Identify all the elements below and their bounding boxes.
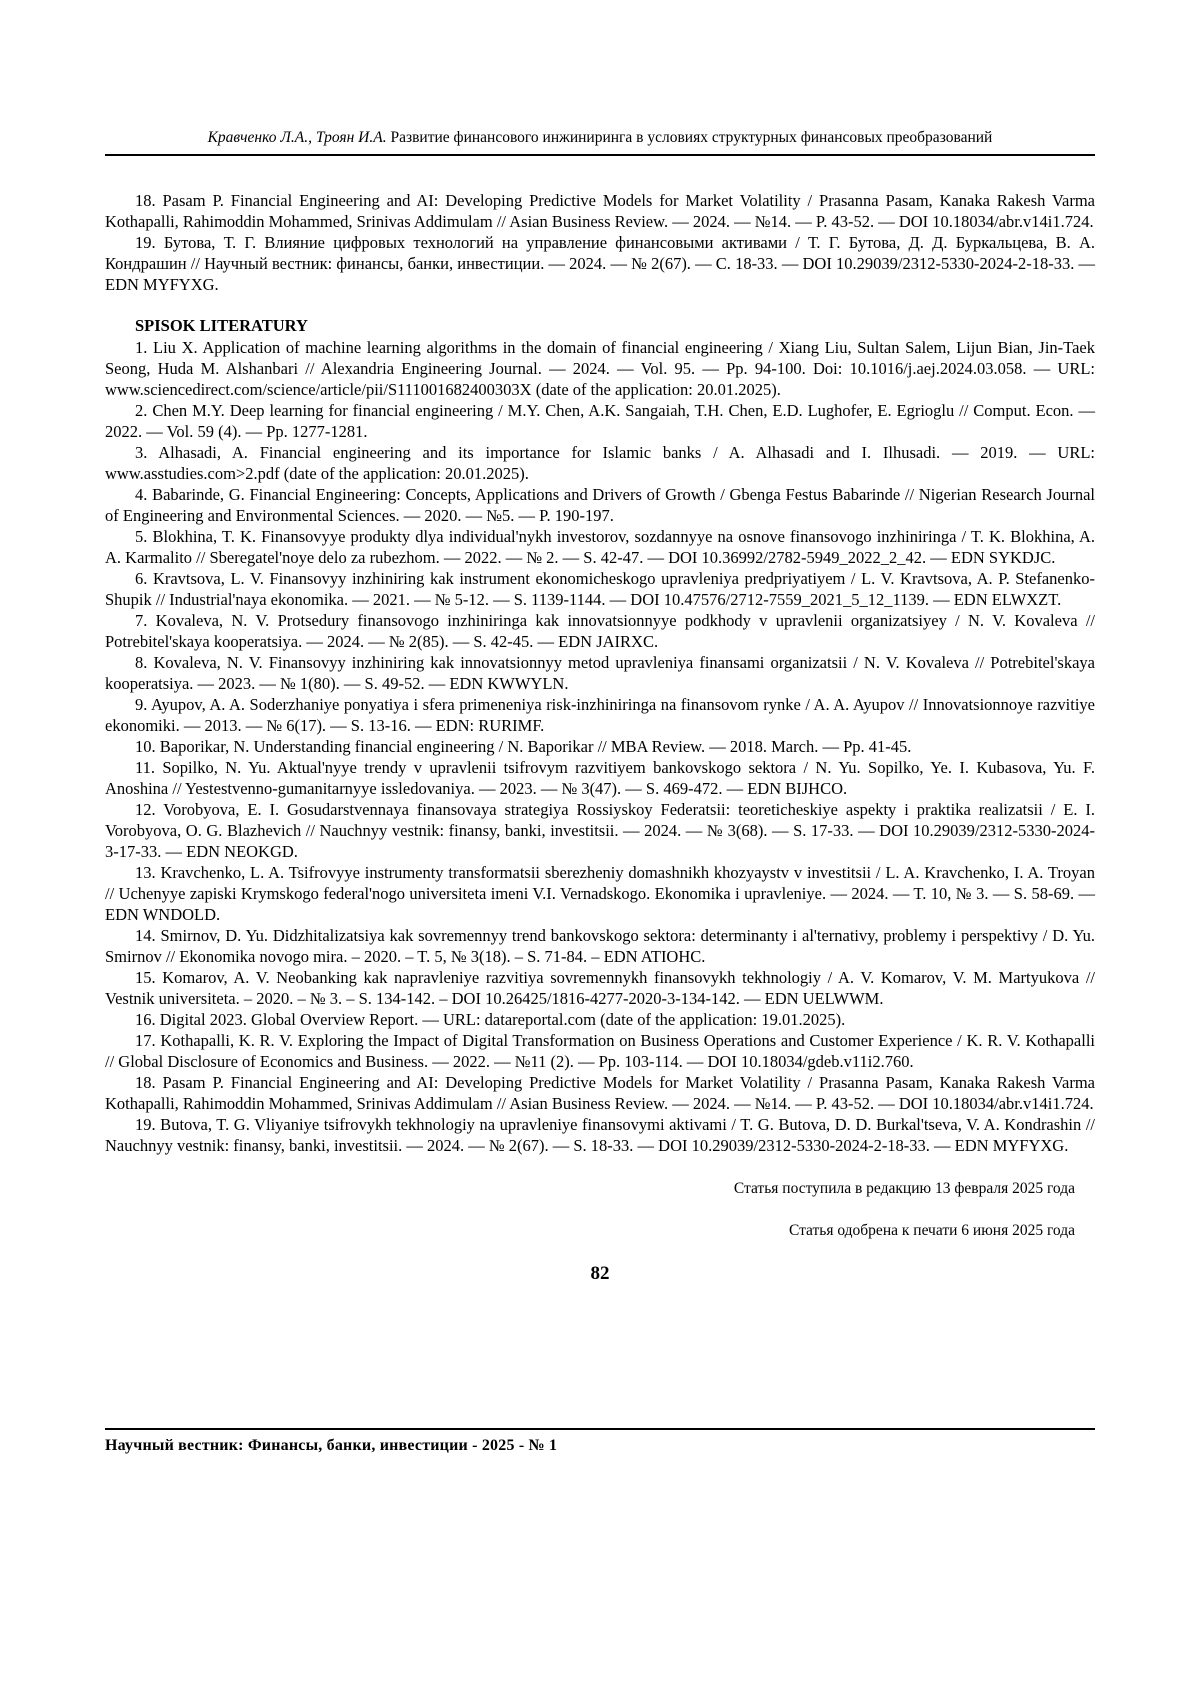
- reference-item: 8. Kovaleva, N. V. Finansovyy inzhiniring kak innovatsionnyy metod upravleniya finansami organizatsii / N. V. Kovaleva // Potrebitel'skaya kooperatsiya. — 2023. — № 1(80). — S. 49-52. — EDN KWWYLN.: [105, 653, 1095, 693]
- reference-item: 19. Бутова, Т. Г. Влияние цифровых технологий на управление финансовыми активами / Т. Г. Бутова, Д. Д. Буркальцева, В. А. Кондрашин // Научный вестник: финансы, банки, инвестиции. — 2024. — № 2(67). — С. 18-33. — DOI 10.29039/2312-5330-2024-2-18-33. — EDN MYFYXG.: [105, 233, 1095, 294]
- reference-item: 13. Kravchenko, L. A. Tsifrovyye instrumenty transformatsii sberezheniy domashnikh khozyaystv v investitsii / L. A. Kravchenko, I. A. Troyan // Uchenyye zapiski Krymskogo federal'nogo universiteta imeni V.I. Vernadskogo. Ekonomika i upravleniye. — 2024. — T. 10, № 3. — S. 58-69. — EDN WNDOLD.: [105, 863, 1095, 924]
- reference-item: 16. Digital 2023. Global Overview Report. — URL: datareportal.com (date of the application: 19.01.2025).: [135, 1010, 846, 1029]
- running-head-title: Развитие финансового инжиниринга в условиях структурных финансовых преобразований: [386, 129, 993, 146]
- running-head: [105, 128, 1095, 156]
- reference-item: 2. Chen M.Y. Deep learning for financial engineering / M.Y. Chen, A.K. Sangaiah, T.H. Chen, E.D. Lughofer, E. Egrioglu // Comput. Econ. — 2022. — Vol. 59 (4). — Pp. 1277-1281.: [105, 401, 1095, 441]
- top-references-list: [105, 190, 1095, 295]
- reference-item: 3. Alhasadi, A. Financial engineering and its importance for Islamic banks / A. Alhasadi and I. Ilhusadi. — 2019. — URL: www.asstudies.com>2.pdf (date of the application: 20.01.2025).: [105, 443, 1095, 483]
- running-head-authors: Кравченко Л.А., Троян И.А.: [207, 129, 387, 146]
- footer-rule: [105, 1428, 1095, 1430]
- reference-item: 17. Kothapalli, K. R. V. Exploring the Impact of Digital Transformation on Business Operations and Customer Experience / K. R. V. Kothapalli // Global Disclosure of Economics and Business. — 2022. — №11 (2). — Pp. 103-114. — DOI 10.18034/gdeb.v11i2.760.: [105, 1031, 1095, 1071]
- approved-note: Статья одобрена к печати 6 июня 2025 года: [788, 1222, 1075, 1239]
- received-note: Статья поступила в редакцию 13 февраля 2025 года: [733, 1180, 1075, 1197]
- reference-item: 18. Pasam P. Financial Engineering and AI: Developing Predictive Models for Market Volatility / Prasanna Pasam, Kanaka Rakesh Varma Kothapalli, Rahimoddin Mohammed, Srinivas Addimulam // Asian Business Review. — 2024. — №14. — P. 43-52. — DOI 10.18034/abr.v14i1.724.: [105, 191, 1095, 231]
- reference-item: 9. Ayupov, A. A. Soderzhaniye ponyatiya i sfera primeneniya risk-inzhiniringa na finansovom rynke / A. A. Ayupov // Innovatsionnoye razvitiye ekonomiki. — 2013. — № 6(17). — S. 13-16. — EDN: RURIMF.: [105, 695, 1095, 735]
- reference-item: 10. Baporikar, N. Understanding financial engineering / N. Baporikar // MBA Review. — 2018. March. — Pp. 41-45.: [135, 737, 912, 756]
- references-list: [105, 337, 1095, 1156]
- reference-item: 19. Butova, T. G. Vliyaniye tsifrovykh tekhnologiy na upravleniye finansovymi aktivami / T. G. Butova, D. D. Burkal'tseva, V. A. Kondrashin // Nauchnyy vestnik: finansy, banki, investitsii. — 2024. — № 2(67). — S. 18-33. — DOI 10.29039/2312-5330-2024-2-18-33. — EDN MYFYXG.: [105, 1115, 1095, 1155]
- reference-item: 1. Liu X. Application of machine learning algorithms in the domain of financial engineering / Xiang Liu, Sultan Salem, Lijun Bian, Jin-Taek Seong, Huda M. Alshanbari // Alexandria Engineering Journal. — 2024. — Vol. 95. — Pp. 94-100. Doi: 10.1016/j.aej.2024.03.058. — URL: www.sciencedirect.com/science/article/pii/S111001682400303X (date of the application: 20.01.2025).: [105, 338, 1095, 399]
- reference-item: 12. Vorobyova, E. I. Gosudarstvennaya finansovaya strategiya Rossiyskoy Federatsii: teoreticheskiye aspekty i praktika realizatsii / E. I. Vorobyova, O. G. Blazhevich // Nauchnyy vestnik: finansy, banki, investitsii. — 2024. — № 3(68). — S. 17-33. — DOI 10.29039/2312-5330-2024-3-17-33. — EDN NEOKGD.: [105, 800, 1095, 861]
- reference-item: 6. Kravtsova, L. V. Finansovyy inzhiniring kak instrument ekonomicheskogo upravleniya predpriyatiyem / L. V. Kravtsova, A. P. Stefanenko-Shupik // Industrial'naya ekonomika. — 2021. — № 5-12. — S. 1139-1144. — DOI 10.47576/2712-7559_2021_5_12_1139. — EDN ELWXZT.: [105, 569, 1095, 609]
- reference-item: 11. Sopilko, N. Yu. Aktual'nyye trendy v upravlenii tsifrovym razvitiyem bankovskogo sektora / N. Yu. Sopilko, Ye. I. Kubasova, Yu. F. Anoshina // Yestestvenno-gumanitarnyye issledovaniya. — 2023. — № 3(47). — S. 469-472. — EDN BIJHCO.: [105, 758, 1095, 798]
- reference-item: 7. Kovaleva, N. V. Protsedury finansovogo inzhiniringa kak innovatsionnyye podkhody v upravlenii organizatsiyey / N. V. Kovaleva // Potrebitel'skaya kooperatsiya. — 2024. — № 2(85). — S. 42-45. — EDN JAIRXC.: [105, 611, 1095, 651]
- article-dates: [105, 1178, 1095, 1241]
- page-number: 82: [590, 1263, 610, 1284]
- page-footer: [105, 1428, 1095, 1456]
- reference-item: 15. Komarov, A. V. Neobanking kak napravleniye razvitiya sovremennykh finansovykh tekhnologiy / A. V. Komarov, V. M. Martyukova // Vestnik universiteta. – 2020. – № 3. – S. 134-142. – DOI 10.26425/1816-4277-2020-3-134-142. — EDN UELWWM.: [105, 968, 1095, 1008]
- reference-item: 14. Smirnov, D. Yu. Didzhitalizatsiya kak sovremennyy trend bankovskogo sektora: determinanty i al'ternativy, problemy i perspektivy / D. Yu. Smirnov // Ekonomika novogo mira. – 2020. – T. 5, № 3(18). – S. 71-84. – EDN ATIOHC.: [105, 926, 1095, 966]
- reference-item: 4. Babarinde, G. Financial Engineering: Concepts, Applications and Drivers of Growth / Gbenga Festus Babarinde // Nigerian Research Journal of Engineering and Environmental Sciences. — 2020. — №5. — P. 190-197.: [105, 485, 1095, 525]
- reference-item: 5. Blokhina, T. K. Finansovyye produkty dlya individual'nykh investorov, sozdannyye na osnove finansovogo inzhiniringa / T. K. Blokhina, A. A. Karmalito // Sberegatel'noye delo za rubezhom. — 2022. — № 2. — S. 42-47. — DOI 10.36992/2782-5949_2022_2_42. — EDN SYKDJC.: [105, 527, 1095, 567]
- page-content: [105, 128, 1095, 1285]
- footer-journal-line: Научный вестник: Финансы, банки, инвестиции - 2025 - № 1: [105, 1437, 558, 1454]
- reference-item: 18. Pasam P. Financial Engineering and AI: Developing Predictive Models for Market Volatility / Prasanna Pasam, Kanaka Rakesh Varma Kothapalli, Rahimoddin Mohammed, Srinivas Addimulam // Asian Business Review. — 2024. — №14. — P. 43-52. — DOI 10.18034/abr.v14i1.724.: [105, 1073, 1095, 1113]
- section-heading: SPISOK LITERATURY: [135, 316, 308, 335]
